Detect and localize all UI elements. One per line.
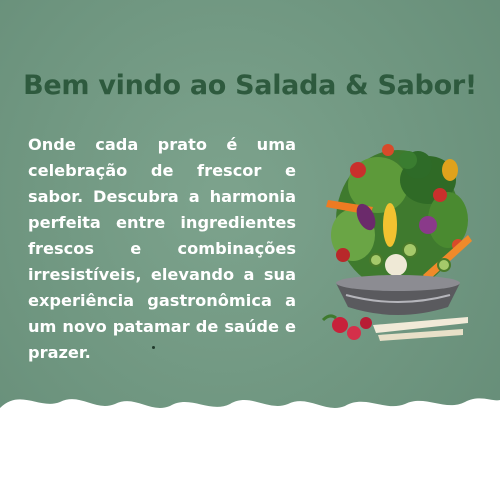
footer-wave	[0, 380, 500, 500]
corn	[383, 203, 397, 247]
salad-bowl-icon	[318, 125, 478, 350]
decorative-dot	[152, 346, 155, 349]
page-title: Bem vindo ao Salada & Sabor!	[23, 70, 477, 102]
tomato	[350, 162, 366, 178]
radish	[332, 317, 348, 333]
intro-paragraph: Onde cada prato é uma celebração de frescor e sabor. Descubra a harmonia perfeita entre ingredientes frescos e combinações irresistíveis, elevando a sua experiência gastronômica a um novo patamar de saúde e prazer.	[28, 135, 296, 363]
